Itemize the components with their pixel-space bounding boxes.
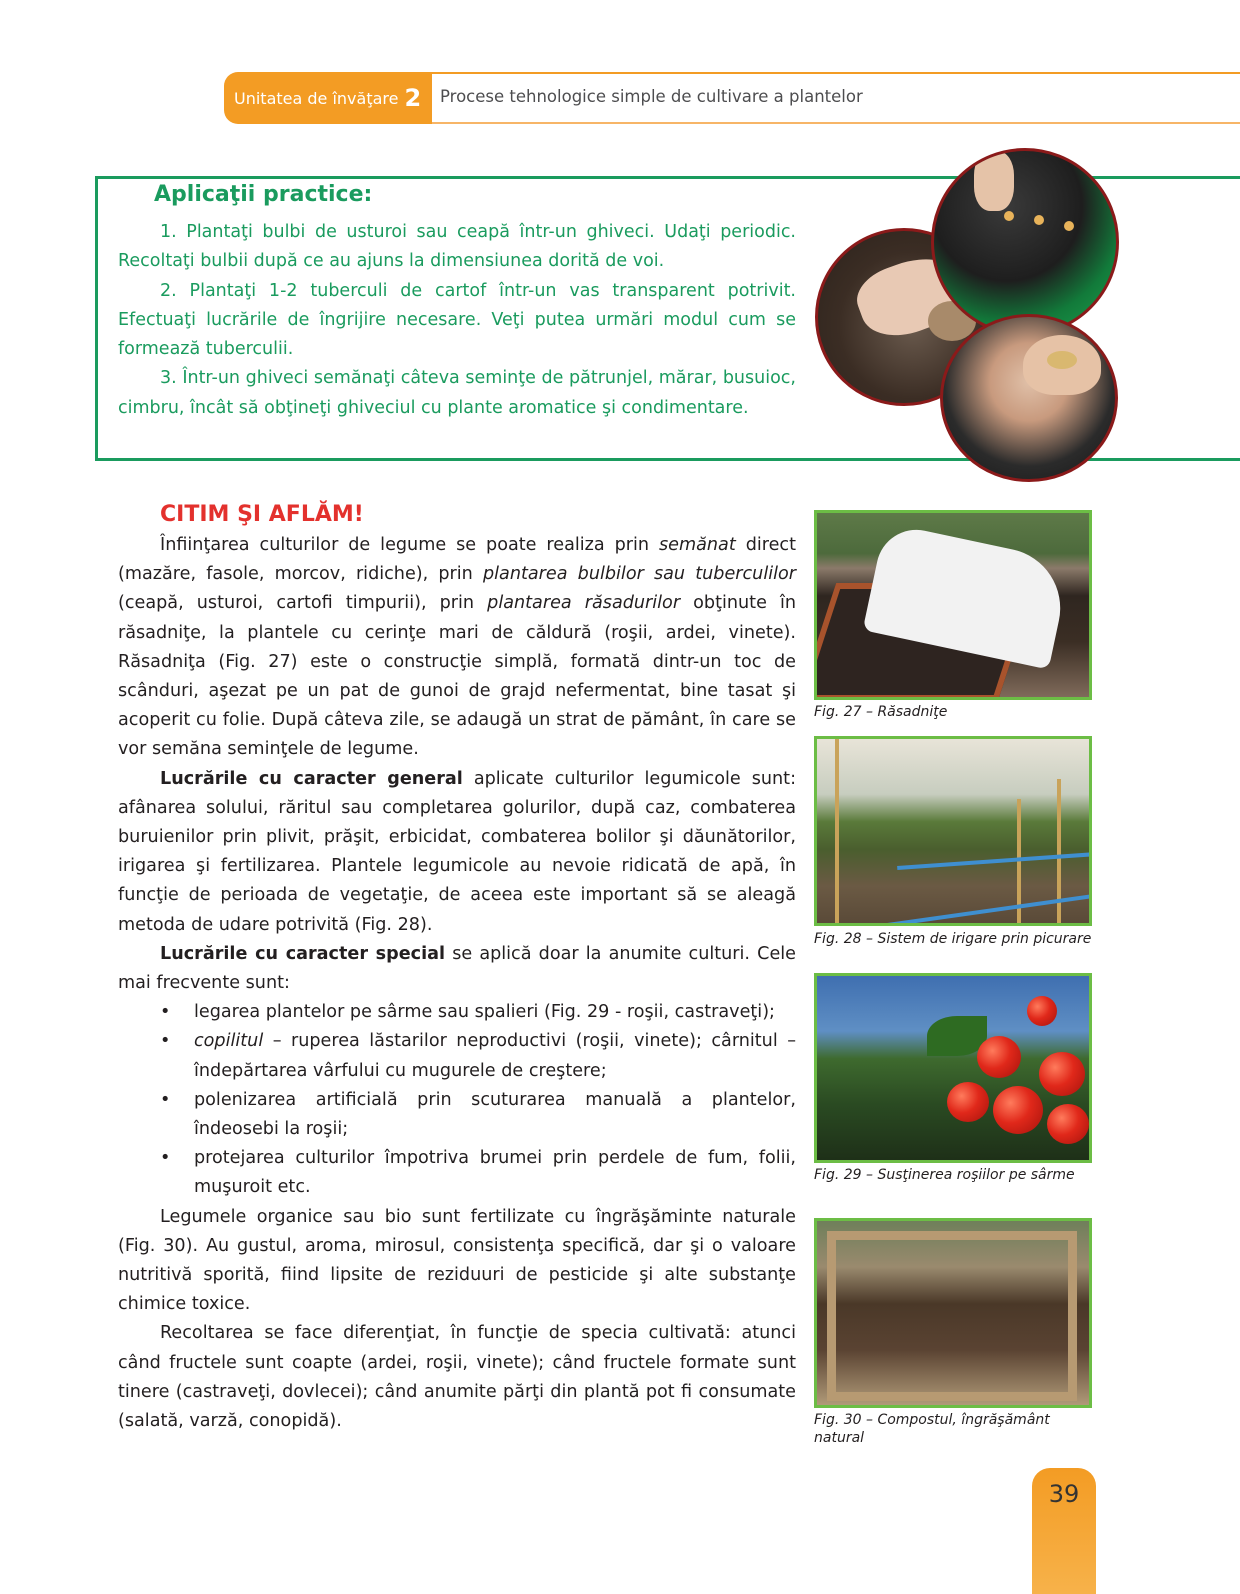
- paragraph-organic: Legumele organice sau bio sunt fertilizate cu îngrăşăminte naturale (Fig. 30). Au gustul, aroma, mirosul, consistenţa specifică, dar şi o valoare nutritivă sporită, fiind lipsite de reziduuri de pesticide şi alte substanţe chimice toxice.: [118, 1206, 796, 1315]
- practical-applications-list: [118, 218, 796, 423]
- irrigation-pipe: [897, 852, 1092, 870]
- list-item-text: legarea plantelor pe sârme sau spalieri (Fig. 29 - roşii, castraveţi);: [194, 1002, 775, 1023]
- italic-term: semănat: [659, 535, 736, 555]
- paragraph-general-works: [118, 765, 796, 940]
- application-item: 2. Plantaţi 1-2 tuberculi de cartof într-un vas transparent potrivit. Efectuaţi lucrările de îngrijire necesare. Veţi putea urmări modul cum se formează tuberculii.: [118, 280, 796, 360]
- practical-applications-title: Aplicaţii practice:: [154, 182, 373, 207]
- bullet: •: [160, 1089, 171, 1110]
- italic-term: plantarea bulbilor sau tuberculilor: [483, 564, 796, 585]
- bold-term: Lucrările cu caracter general: [160, 768, 463, 789]
- text-fragment: (ceapă, usturoi, cartofi timpurii), prin: [118, 593, 488, 614]
- figure-seedbeds: [814, 510, 1092, 700]
- tomato: [1047, 1104, 1089, 1144]
- paragraph-establishment: [118, 531, 796, 765]
- tomato: [1027, 996, 1057, 1026]
- paragraph-harvest: Recoltarea se face diferenţiat, în funcţie de specia cultivată: atunci când fructele sunt coapte (ardei, roşii, vinete); când fructele formate sunt tinere (castraveţi, dovlecei); când anumite părţi din plantă pot fi consumate (salată, varză, conopidă).: [118, 1323, 796, 1432]
- unit-title: Procese tehnologice simple de cultivare a plantelor: [440, 87, 863, 106]
- bold-term: Lucrările cu caracter special: [160, 943, 446, 964]
- tomato: [947, 1082, 989, 1122]
- section-title: CITIM ŞI AFLĂM!: [160, 502, 364, 527]
- list-item-text: – ruperea lăstarilor neproductivi (roşii, vinete); cârnitul – îndepărtarea vârfului cu mugurele de creştere;: [194, 1031, 796, 1081]
- text-fragment: aplicate culturilor legumicole sunt: afânarea solului, răritul sau completarea golurilor, după caz, combaterea buruienilor prin plivit, prăşit, erbicidat, combaterea bolilor şi dăunătorilor, irigarea şi fertilizarea. Plantele legumicole au nevoie ridicată de apă, în funcţie de perioada de vegetaţie, de aceea este important să se aleagă metoda de udare potrivită (Fig. 28).: [118, 768, 796, 935]
- text-fragment: direct (mazăre, fasole, morcov, ridiche), prin: [118, 535, 796, 585]
- unit-tab: [224, 72, 432, 124]
- bullet: •: [160, 1031, 171, 1052]
- tomato: [977, 1036, 1021, 1078]
- page-number: 39: [1048, 1480, 1080, 1508]
- paragraph-special-works: [118, 940, 796, 998]
- text-fragment: obţinute în răsadniţe, la plantele cu cerinţe mari de căldură (roşii, ardei, vinete). Răsadniţa (Fig. 27) este o construcţie simplă, formată dintr-un toc de scânduri, aşezat pe un pat de gunoi de grajd nefermentat, bine tasat şi acoperit cu folie. După câteva zile, se adaugă un strat de pământ, în care se vor semăna seminţele de legume.: [118, 593, 797, 760]
- figure-caption: Fig. 30 – Compostul, îngrăşământ natural: [814, 1412, 1050, 1446]
- figure-tomatoes: [814, 973, 1092, 1163]
- list-item: [118, 998, 796, 1027]
- italic-term: copilitul: [194, 1031, 264, 1052]
- unit-label: Unitatea de învăţare: [234, 88, 399, 108]
- unit-number: 2: [404, 84, 422, 112]
- stake: [1057, 779, 1061, 926]
- figure-caption: Fig. 27 – Răsadniţe: [814, 704, 948, 720]
- tomato: [1039, 1052, 1085, 1096]
- list-item: [118, 1027, 796, 1085]
- photo-hand-seeds: [940, 314, 1118, 482]
- text-fragment: se aplică doar la anumite culturi. Cele mai frecvente sunt:: [118, 943, 796, 994]
- list-item-text: protejarea culturilor împotriva brumei prin perdele de fum, folii, muşuroit etc.: [194, 1148, 796, 1198]
- header-bottom-line: [425, 122, 1240, 124]
- italic-term: plantarea răsadurilor: [487, 593, 681, 614]
- bullet: •: [160, 1002, 171, 1023]
- application-item: 3. Într-un ghiveci semănaţi câteva seminţe de pătrunjel, mărar, busuioc, cimbru, încât să obţineţi ghiveciul cu plante aromatice şi condimentare.: [118, 368, 796, 418]
- application-item: 1. Plantaţi bulbi de usturoi sau ceapă într-un ghiveci. Udaţi periodic. Recoltaţi bulbii după ce au ajuns la dimensiunea dorită de voi.: [118, 222, 796, 272]
- compost-frame: [827, 1231, 1077, 1401]
- special-works-list: [118, 998, 796, 1202]
- header-top-line: [425, 72, 1240, 74]
- figure-caption: Fig. 28 – Sistem de irigare prin picurare: [814, 931, 1092, 947]
- tomato: [993, 1086, 1043, 1134]
- figure-compost: [814, 1218, 1092, 1408]
- text-fragment: Înfiinţarea culturilor de legume se poate realiza prin: [160, 535, 659, 555]
- main-text: [118, 531, 796, 1436]
- photo-planting-bulbs: [931, 148, 1119, 336]
- list-item-text: polenizarea artificială prin scuturarea manuală a plantelor, îndeosebi la roşii;: [194, 1089, 796, 1140]
- figure-caption: Fig. 29 – Susţinerea roşiilor pe sârme: [814, 1167, 1075, 1183]
- stake: [835, 739, 839, 926]
- bullet: •: [160, 1148, 171, 1169]
- figure-drip-irrigation: [814, 736, 1092, 926]
- list-item: [118, 1086, 796, 1144]
- list-item: [118, 1144, 796, 1202]
